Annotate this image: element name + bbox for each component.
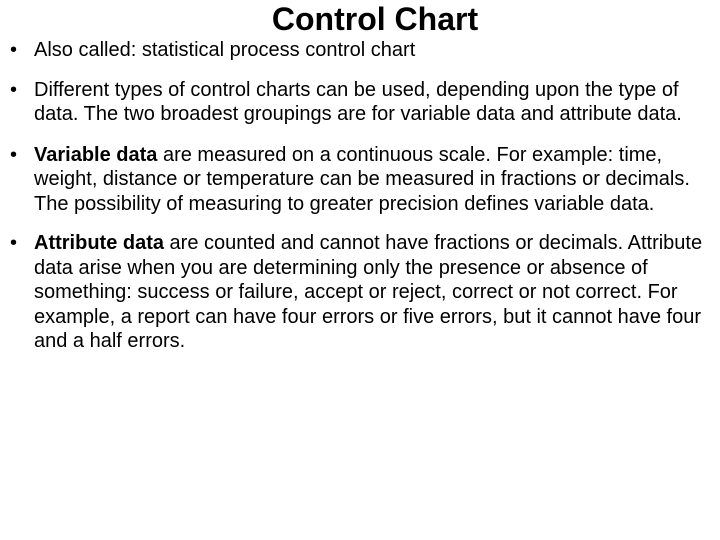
slide-title: Control Chart <box>271 1 479 37</box>
bullet-dot-icon: • <box>10 39 18 61</box>
bullet-body: are measured on a continuous scale. For example: time, weight, distance or temperature can be measured in fractions or decimals. The possibility of measuring to greater precision defines variable data. <box>34 143 690 215</box>
bullet-body: Different types of control charts can be used, depending upon the type of data. The two broadest groupings are for variable data and attribute data. <box>34 78 682 125</box>
bullet-list <box>10 38 710 366</box>
bullet-item-variable-data <box>10 143 710 217</box>
bullet-dot-icon: • <box>10 143 18 166</box>
bullet-dot-icon: • <box>10 78 18 101</box>
bullet-item-also-called <box>10 38 710 63</box>
bullet-term: Attribute data <box>34 232 164 254</box>
bullet-text <box>34 79 682 126</box>
bullet-text <box>34 39 415 61</box>
bullet-term: Variable data <box>34 143 158 166</box>
bullet-item-attribute-data <box>10 231 710 354</box>
bullet-dot-icon: • <box>10 232 18 254</box>
bullet-body: are counted and cannot have fractions or decimals. Attribute data arise when you are determining only the presence or absence of something: success or failure, accept or reject, correct or not correct. For example, a report can have four errors or five errors, but it cannot have four and a half errors. <box>34 232 703 352</box>
bullet-body: Also called: statistical process control chart <box>34 39 416 61</box>
bullet-text <box>34 144 690 215</box>
bullet-text <box>34 232 702 352</box>
bullet-item-types <box>10 78 710 127</box>
